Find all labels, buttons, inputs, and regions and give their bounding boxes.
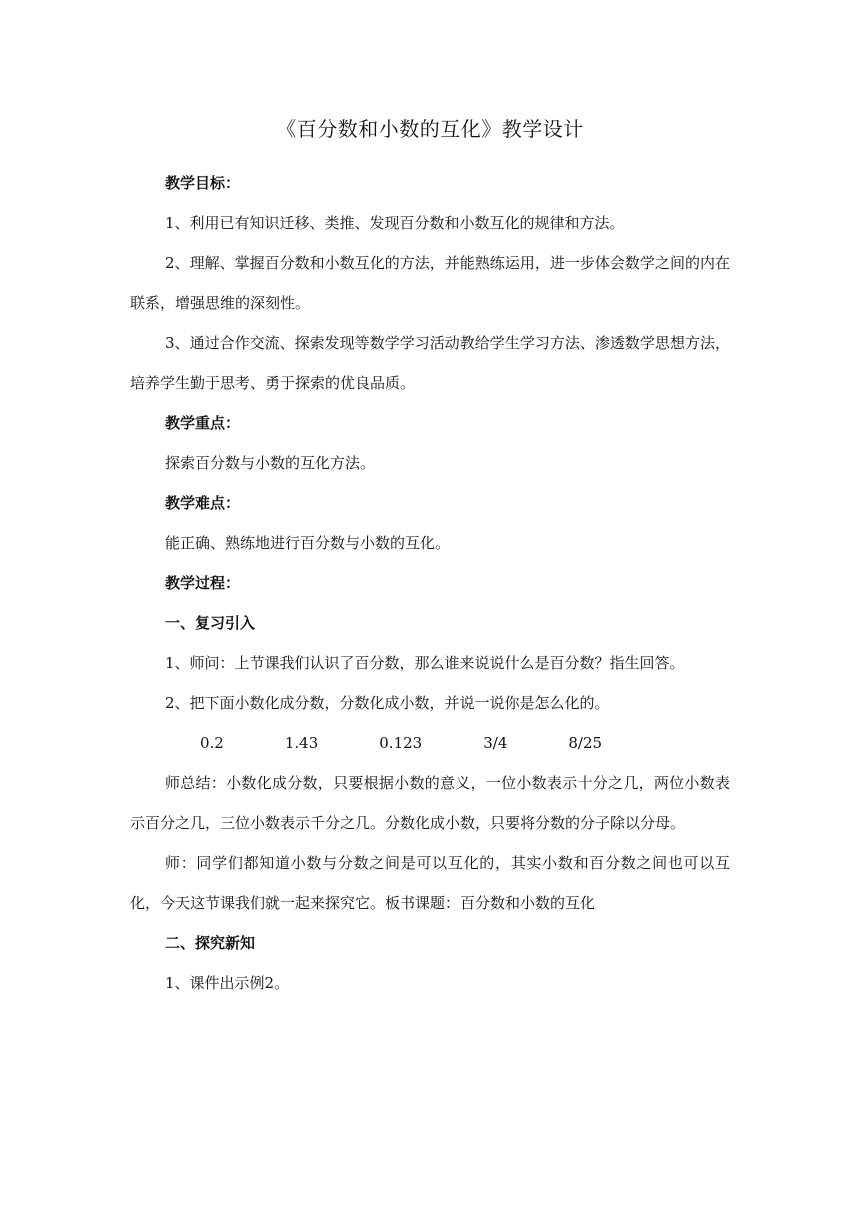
number-item: 0.123 (379, 734, 423, 752)
review-item-2: 2、把下面小数化成分数，分数化成小数，并说一说你是怎么化的。 (165, 694, 610, 712)
objective-3: 3、通过合作交流、探索发现等数学学习活动教给学生学习方法、渗透数学思想方法，培养学生勤于思考、勇于探索的优良品质。 (130, 334, 730, 392)
number-item: 3/4 (483, 734, 508, 752)
difficulties-text: 能正确、熟练地进行百分数与小数的互化。 (165, 534, 451, 552)
teacher-intro: 师：同学们都知道小数与分数之间是可以互化的，其实小数和百分数之间也可以互化，今天这节课我们就一起来探究它。板书课题：百分数和小数的互化 (130, 854, 730, 912)
key-points-text: 探索百分数与小数的互化方法。 (165, 454, 376, 472)
number-item: 1.43 (284, 734, 319, 752)
review-item-1: 1、师问：上节课我们认识了百分数，那么谁来说说什么是百分数？指生回答。 (165, 654, 685, 672)
number-item: 0.2 (200, 734, 224, 752)
objective-2: 2、理解、掌握百分数和小数互化的方法，并能熟练运用，进一步体会数学之间的内在联系，增强思维的深刻性。 (130, 254, 730, 312)
key-points-heading: 教学重点： (165, 414, 241, 432)
number-item: 8/25 (568, 734, 603, 752)
difficulties-heading: 教学难点： (165, 494, 241, 512)
process-heading: 教学过程： (165, 574, 241, 592)
document-body (130, 163, 730, 1003)
section-1-heading: 一、复习引入 (165, 614, 256, 632)
document-title: 《百分数和小数的互化》教学设计 (276, 117, 584, 141)
teacher-summary: 师总结：小数化成分数，只要根据小数的意义，一位小数表示十分之几，两位小数表示百分之几，三位小数表示千分之几。分数化成小数，只要将分数的分子除以分母。 (130, 774, 730, 832)
objective-1: 1、利用已有知识迁移、类推、发现百分数和小数互化的规律和方法。 (165, 214, 625, 232)
section-2-heading: 二、探究新知 (165, 934, 256, 952)
objectives-heading: 教学目标： (165, 174, 241, 192)
explore-item-1: 1、课件出示例2。 (165, 974, 290, 992)
number-list (130, 723, 730, 763)
